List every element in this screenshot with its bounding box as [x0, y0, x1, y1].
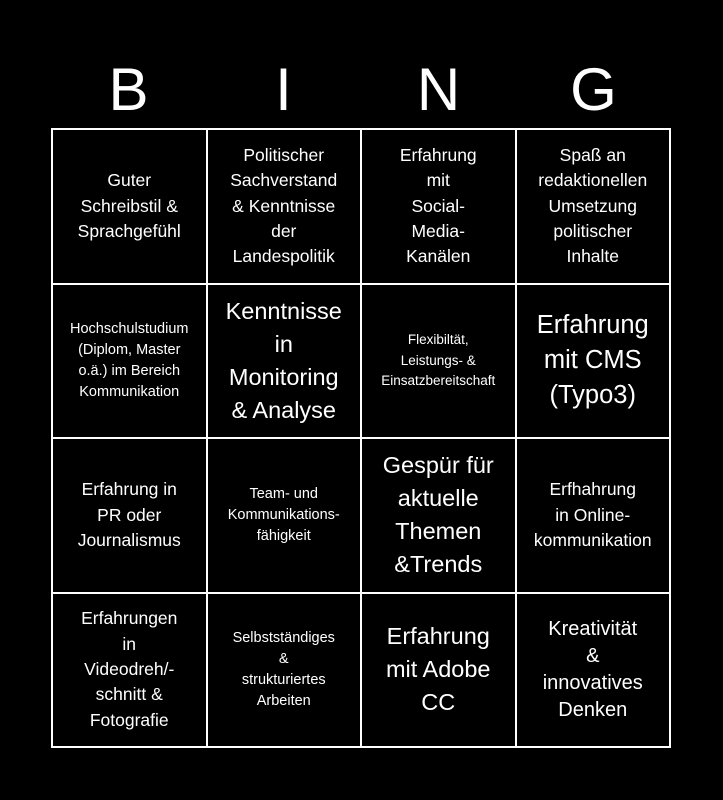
bingo-cell[interactable] [516, 438, 671, 593]
bingo-cell-text: Hochschulstudium (Diplom, Master o.ä.) im Bereich Kommunikation [70, 320, 189, 400]
bingo-cell[interactable] [207, 593, 362, 748]
bingo-cell-text: Erfahrung in PR oder Journalismus [77, 479, 181, 550]
bingo-cell[interactable] [52, 284, 207, 439]
bingo-cell[interactable] [52, 593, 207, 748]
bingo-cell[interactable] [207, 284, 362, 439]
bingo-cell-text: Erfhahrung in Online- kommunikation [533, 479, 652, 550]
bingo-cell[interactable] [516, 593, 671, 748]
bingo-cell[interactable] [207, 129, 362, 284]
bingo-cell[interactable] [516, 284, 671, 439]
bingo-cell[interactable] [361, 438, 516, 593]
bingo-cell-text: Erfahrung mit CMS (Typo3) [536, 311, 649, 410]
bingo-cell-text: Kreativität & innovatives Denken [542, 617, 643, 721]
header-letter-n: N [416, 56, 461, 123]
bingo-cell-text: Team- und Kommunikations- fähigkeit [227, 485, 340, 544]
bingo-cell-text: Spaß an redaktionellen Umsetzung politischer Inhalte [538, 144, 648, 267]
bingo-cell-text: Erfahrungen in Videodreh/- schnitt & Fotografie [81, 608, 178, 730]
bingo-cell-text: Gespür für aktuelle Themen &Trends [382, 452, 494, 578]
header-letter-g: G [570, 56, 617, 123]
bingo-cell[interactable] [361, 593, 516, 748]
header-letter-b: B [108, 56, 149, 123]
bingo-cell-text: Selbstständiges & strukturiertes Arbeiten [232, 629, 335, 709]
bingo-cell-text: Flexibiltät, Leistungs- & Einsatzbereitschaft [381, 332, 496, 388]
bingo-cell[interactable] [52, 129, 207, 284]
bingo-cell[interactable] [516, 129, 671, 284]
bingo-cell[interactable] [52, 438, 207, 593]
bingo-cell-text: Guter Schreibstil & Sprachgefühl [77, 170, 181, 241]
bingo-grid [51, 128, 671, 748]
bingo-cell-text: Erfahrung mit Social- Media- Kanälen [399, 144, 477, 267]
bingo-cell-text: Politischer Sachverstand & Kenntnisse der Landespolitik [230, 144, 338, 267]
bingo-cell[interactable] [361, 129, 516, 284]
bingo-cell-text: Kenntnisse in Monitoring & Analyse [225, 297, 342, 423]
bingo-cell[interactable] [207, 438, 362, 593]
bingo-cell-text: Erfahrung mit Adobe CC [385, 623, 491, 716]
bingo-cell[interactable] [361, 284, 516, 439]
header-letter-i: I [275, 56, 292, 123]
bingo-header [51, 52, 671, 128]
